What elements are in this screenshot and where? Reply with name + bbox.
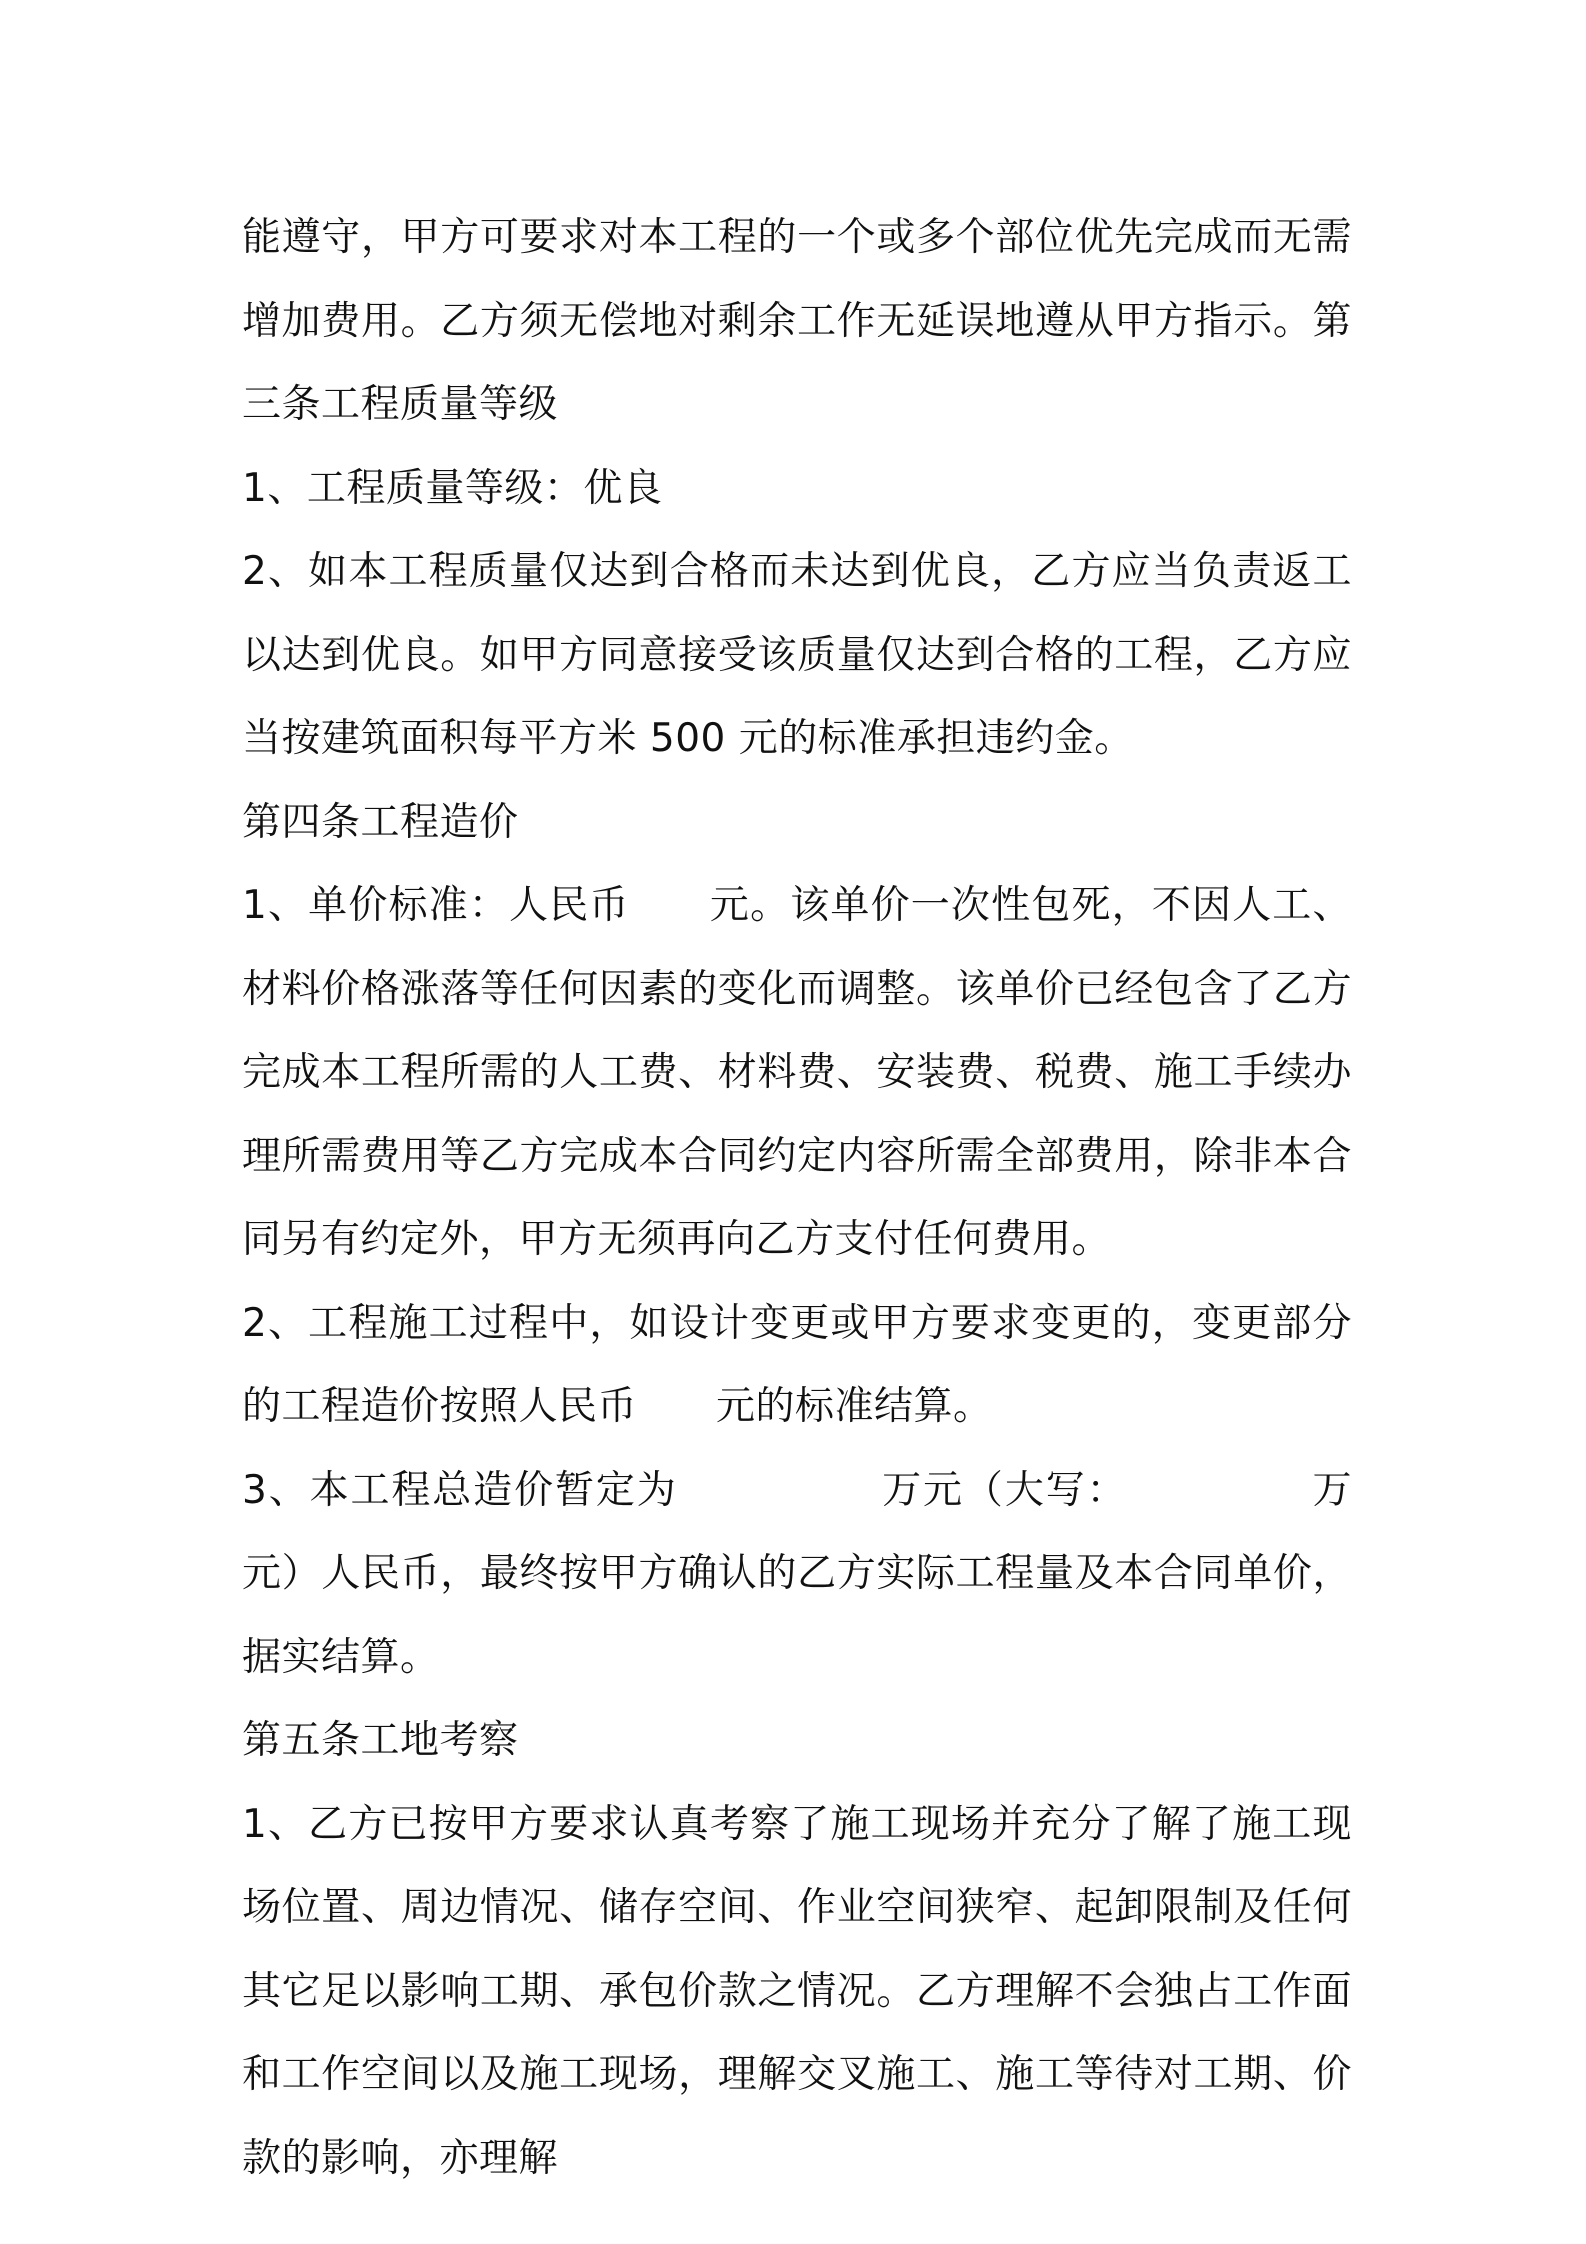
paragraph-quality-grade: 1、工程质量等级：优良 [242,465,663,511]
heading-article-5: 第五条工地考察 [242,1718,519,1763]
paragraph-site-inspection: 1、乙方已按甲方要求认真考察了施工现场并充分了解了施工现场位置、周边情况、储存空间、作业空间狭窄、起卸限制及任何其它足以影响工期、承包价款之情况。乙方理解不会独占工作面和工作空间以及施工现场，理解交叉施工、施工等待对工期、价款的影响，亦理解 [242,1801,1352,2181]
paragraph-total-price: 3、本工程总造价暂定为 万元（大写： 万元）人民币，最终按甲方确认的乙方实际工程量及本合同单价，据实结算。 [242,1467,1352,1680]
paragraph-schedule-continuation: 能遵守，甲方可要求对本工程的一个或多个部位优先完成而无需增加费用。乙方须无偿地对剩余工作无延误地遵从甲方指示。第三条工程质量等级 [242,215,1352,427]
paragraph-change-price: 2、工程施工过程中，如设计变更或甲方要求变更的，变更部分的工程造价按照人民币 元的标准结算。 [242,1300,1352,1429]
paragraph-unit-price: 1、单价标准：人民币 元。该单价一次性包死，不因人工、材料价格涨落等任何因素的变化而调整。该单价已经包含了乙方完成本工程所需的人工费、材料费、安装费、税费、施工手续办理所需费用等乙方完成本合同约定内容所需全部费用，除非本合同另有约定外，甲方无须再向乙方支付任何费用。 [242,883,1352,1262]
document-body [242,196,1352,2200]
paragraph-quality-penalty: 2、如本工程质量仅达到合格而未达到优良，乙方应当负责返工以达到优良。如甲方同意接受该质量仅达到合格的工程，乙方应当按建筑面积每平方米 500 元的标准承担违约金。 [242,549,1352,761]
heading-article-4: 第四条工程造价 [242,799,519,845]
